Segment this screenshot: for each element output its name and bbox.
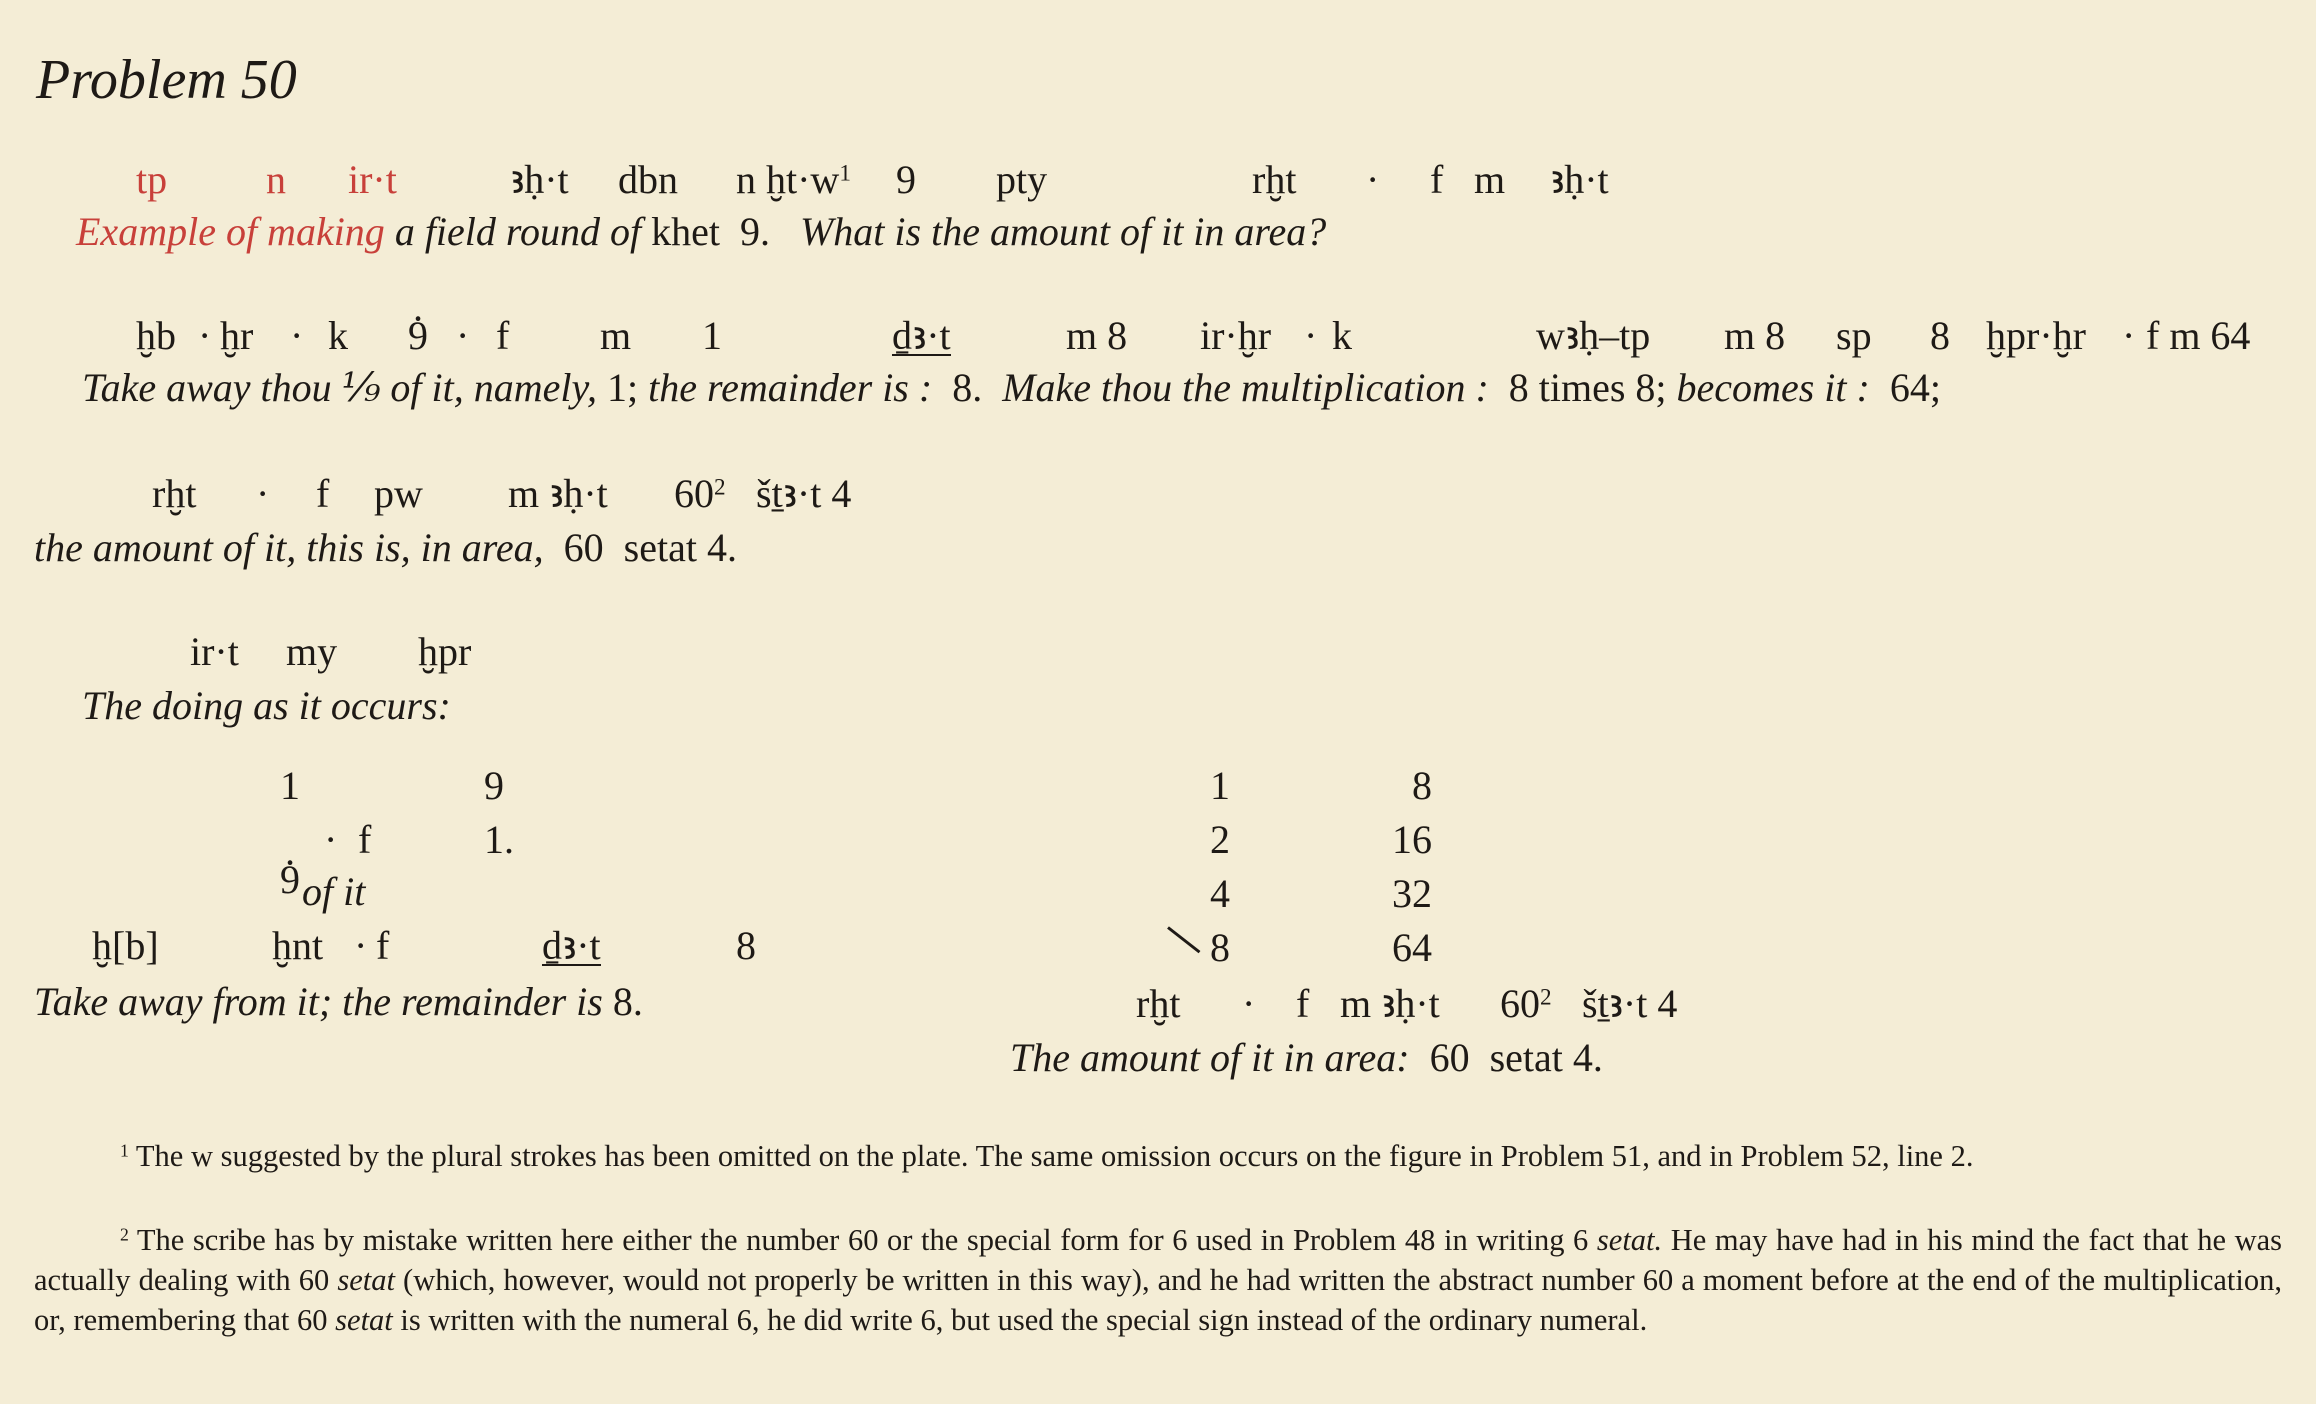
translit-word: my xyxy=(286,629,338,674)
translit-word: · xyxy=(256,471,270,516)
translit-word: $60^2$ xyxy=(674,471,726,516)
translit-word: ir·t xyxy=(348,157,397,202)
translit-word: $60^2$ xyxy=(1500,981,1552,1026)
translit-numeral: 9 · xyxy=(408,316,428,356)
translit-word: ꜣḥ·t xyxy=(510,157,569,202)
translit-word: · xyxy=(456,313,470,358)
translit-word: ꜣḥ·t xyxy=(1550,157,1609,202)
left-calc-english: Take away from it; the remainder is 8. xyxy=(34,979,643,1024)
translit-word: wꜣḥ–tp xyxy=(1536,313,1651,358)
translit-word: f xyxy=(376,923,390,968)
translit-word: f xyxy=(1296,981,1310,1026)
footnote-marker: 2 xyxy=(714,474,726,501)
translit-word: rḫt xyxy=(1136,981,1181,1026)
footnote-marker: 1 xyxy=(120,1140,129,1161)
footnote-marker: 1 xyxy=(839,160,851,187)
translit-word: m 8 xyxy=(1724,313,1786,358)
translit-word: m xyxy=(1474,157,1506,202)
translit-word: pty xyxy=(996,157,1048,202)
translit-word: · xyxy=(198,313,212,358)
translit-word: rḫt xyxy=(1252,157,1297,202)
translit-word: m xyxy=(600,313,632,358)
calc-cell: 16 xyxy=(1392,817,1432,862)
calc-cell: 1 xyxy=(280,763,300,808)
translit-word: ḫpr·ḫr xyxy=(1986,313,2086,358)
translit-word: · xyxy=(1366,157,1380,202)
translit-word: tp xyxy=(136,157,168,202)
line4-english: The doing as it occurs: xyxy=(82,683,451,728)
calc-cell: · xyxy=(324,817,338,862)
translit-word: 8 xyxy=(736,923,756,968)
translit-word: f xyxy=(496,313,510,358)
translit-word: ir·t xyxy=(190,629,239,674)
calc-cell: 32 xyxy=(1392,871,1432,916)
translit-word: f xyxy=(1430,157,1444,202)
translit-word: m 8 xyxy=(1066,313,1128,358)
translit-word: ḫb xyxy=(136,313,176,358)
translit-word: ḫpr xyxy=(418,629,472,674)
translit-word: ḏꜣ·t xyxy=(892,313,951,358)
calc-cell: 8 xyxy=(1210,925,1230,970)
translit-word: · xyxy=(2122,313,2136,358)
translit-word: · xyxy=(1304,313,1318,358)
translit-word: 1 xyxy=(702,313,722,358)
translit-word: · xyxy=(354,923,368,968)
translit-word: · xyxy=(290,313,304,358)
footnote-2: $^2$ The scribe has by mistake written here either the number 60 or the special form for 6 used in Problem 48 in writing 6 setat. He may have had in his mind the fact that he was actually dealing with 60 setat (which, however, would not properly be written in this way), and he had written the abstract number 60 a moment before at the end of the multiplication, or, remembering that 60 setat is written with the numeral 6, he did write 6, but used the special sign instead of the ordinary numeral. xyxy=(34,1223,2283,1337)
calc-cell: f xyxy=(358,817,372,862)
translit-word: ḏꜣ·t xyxy=(542,923,601,968)
translit-word: f m 64 xyxy=(2146,313,2251,358)
calc-cell: 2 xyxy=(1210,817,1230,862)
calc-cell: 9 · xyxy=(280,860,300,900)
red-phrase: Example of making xyxy=(76,209,385,254)
line1-english: Example of making a field round of khet 9. What is the amount of it in area? xyxy=(76,209,1327,254)
right-calc-english: The amount of it in area: 60 setat 4. xyxy=(1010,1035,1603,1080)
translit-word: šṯꜣ·t 4 xyxy=(756,471,852,516)
footnote-marker: 2 xyxy=(1540,984,1552,1011)
translit-word: ḫr xyxy=(220,313,254,358)
line2-english: Take away thou ⅑ of it, namely, 1; the remainder is : 8. Make thou the multiplication : 8 times 8; becomes it : 64; xyxy=(82,365,1941,410)
translit-word: m ꜣḥ·t xyxy=(508,471,608,516)
translit-word: n xyxy=(266,157,286,202)
footnote-1: $^1$ The w suggested by the plural strokes has been omitted on the plate. The same omission occurs on the figure in Problem 51, and in Problem 52, line 2. xyxy=(120,1139,1974,1173)
translit-word: ḫnt xyxy=(272,923,324,968)
translit-word: pw xyxy=(374,471,423,516)
calc-cell: 9 xyxy=(484,763,504,808)
calc-cell: 4 xyxy=(1210,871,1230,916)
translit-word: k xyxy=(1332,313,1352,358)
calc-cell: 1. xyxy=(484,817,514,862)
translit-word: 8 xyxy=(1930,313,1950,358)
line3-english: the amount of it, this is, in area, 60 setat 4. xyxy=(34,525,737,570)
translit-word: sp xyxy=(1836,313,1872,358)
translit-word: ḫ[b] xyxy=(92,923,159,968)
translit-word: rḫt xyxy=(152,471,197,516)
translit-word: dbn xyxy=(618,157,678,202)
calc-cell: 1 xyxy=(1210,763,1230,808)
translit-word: k xyxy=(328,313,348,358)
translit-word: f xyxy=(316,471,330,516)
page-title: Problem 50 xyxy=(36,49,297,111)
translit-word: · xyxy=(1242,981,1256,1026)
translit-word: ir·ḫr xyxy=(1200,313,1272,358)
calc-cell: 8 xyxy=(1412,763,1432,808)
footnote-marker: 2 xyxy=(120,1224,129,1245)
of-it-label: of it xyxy=(302,869,366,914)
check-mark-icon xyxy=(1167,926,1200,953)
translit-word: m ꜣḥ·t xyxy=(1340,981,1440,1026)
translit-word: šṯꜣ·t 4 xyxy=(1582,981,1678,1026)
translit-word: 9 xyxy=(896,157,916,202)
translit-word: n $ḫt\cdot w^1$ xyxy=(736,157,851,202)
calc-cell: 64 xyxy=(1392,925,1432,970)
